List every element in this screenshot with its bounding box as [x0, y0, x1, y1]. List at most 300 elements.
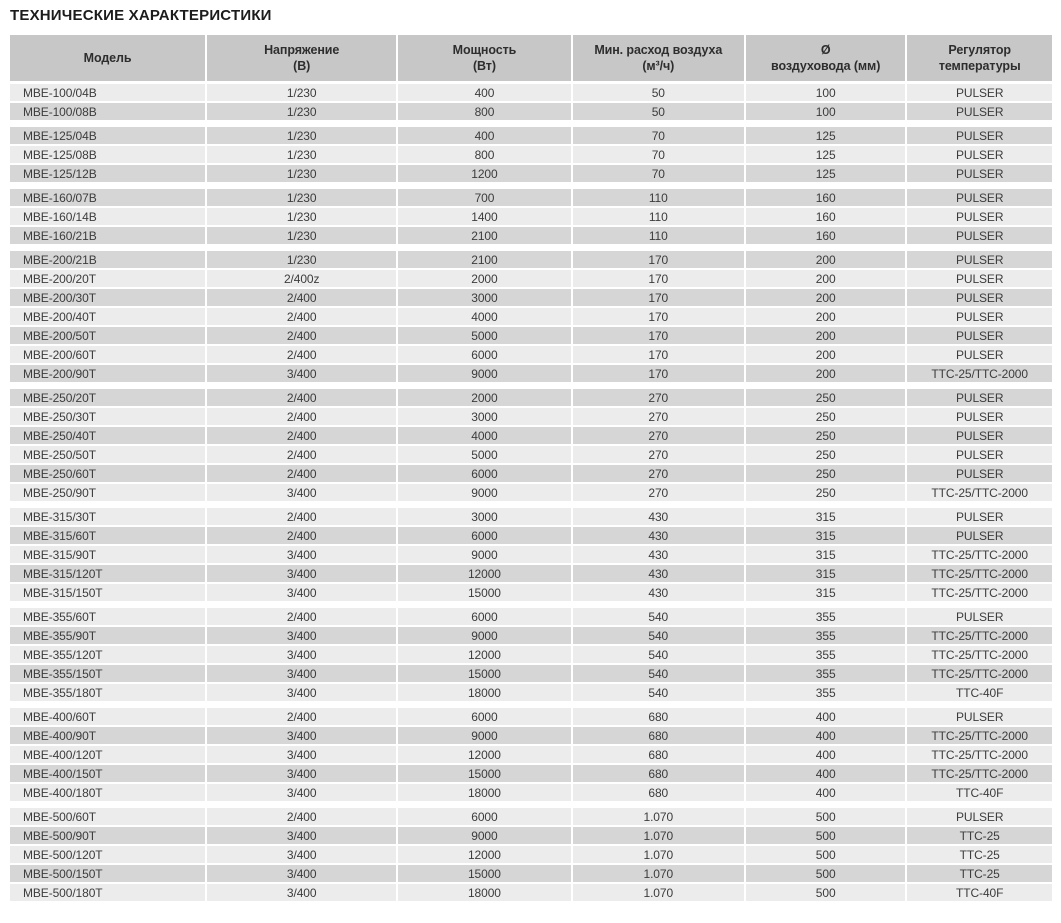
table-cell-controller: PULSER	[907, 189, 1052, 206]
table-row	[10, 627, 1052, 644]
table-cell-power: 18000	[398, 784, 570, 801]
table-cell-airflow: 70	[573, 165, 744, 182]
table-cell-voltage: 3/400	[207, 884, 396, 901]
model-cell: MBE-160/07B	[10, 189, 205, 206]
table-cell-voltage: 2/400	[207, 508, 396, 525]
table-cell-controller: TTC-25/TTC-2000	[907, 584, 1052, 601]
table-cell-power: 9000	[398, 627, 570, 644]
table-cell-voltage: 3/400	[207, 827, 396, 844]
table-cell-power: 12000	[398, 565, 570, 582]
table-cell-power: 18000	[398, 884, 570, 901]
model-cell: MBE-315/60T	[10, 527, 205, 544]
table-cell-controller: PULSER	[907, 427, 1052, 444]
table-cell-controller: TTC-25/TTC-2000	[907, 565, 1052, 582]
table-cell-controller: PULSER	[907, 227, 1052, 244]
table-cell-duct: 100	[746, 103, 905, 120]
table-cell-duct: 200	[746, 270, 905, 287]
table-cell-power: 6000	[398, 346, 570, 363]
table-cell-airflow: 170	[573, 365, 744, 382]
table-row	[10, 827, 1052, 844]
page-title: ТЕХНИЧЕСКИЕ ХАРАКТЕРИСТИКИ	[10, 7, 272, 24]
table-cell-power: 15000	[398, 865, 570, 882]
table-cell-power: 6000	[398, 527, 570, 544]
column-header-airflow	[573, 35, 744, 81]
table-cell-controller: TTC-25/TTC-2000	[907, 746, 1052, 763]
table-cell-controller: PULSER	[907, 103, 1052, 120]
table-row	[10, 127, 1052, 144]
table-cell-airflow: 50	[573, 84, 744, 101]
table-cell-airflow: 270	[573, 465, 744, 482]
table-cell-power: 4000	[398, 308, 570, 325]
column-header-line1: Напряжение	[264, 43, 340, 57]
table-cell-controller: TTC-25/TTC-2000	[907, 665, 1052, 682]
column-header-line2: (Вт)	[472, 59, 496, 73]
table-cell-voltage: 1/230	[207, 227, 396, 244]
table-cell-airflow: 270	[573, 427, 744, 444]
table-cell-voltage: 2/400	[207, 389, 396, 406]
model-cell: MBE-200/30T	[10, 289, 205, 306]
table-cell-power: 400	[398, 127, 570, 144]
model-cell: MBE-355/180T	[10, 684, 205, 701]
table-cell-duct: 500	[746, 827, 905, 844]
table-row	[10, 784, 1052, 801]
table-cell-duct: 250	[746, 484, 905, 501]
table-cell-airflow: 1.070	[573, 846, 744, 863]
model-cell: MBE-250/30T	[10, 408, 205, 425]
table-row	[10, 289, 1052, 306]
table-row	[10, 365, 1052, 382]
table-row	[10, 389, 1052, 406]
table-cell-airflow: 1.070	[573, 865, 744, 882]
table-cell-airflow: 110	[573, 227, 744, 244]
column-header-line2: воздуховода (мм)	[771, 59, 881, 73]
table-cell-power: 1400	[398, 208, 570, 225]
table-cell-airflow: 430	[573, 546, 744, 563]
table-cell-airflow: 270	[573, 389, 744, 406]
table-cell-power: 6000	[398, 465, 570, 482]
table-cell-duct: 315	[746, 584, 905, 601]
model-cell: MBE-250/20T	[10, 389, 205, 406]
table-cell-power: 3000	[398, 289, 570, 306]
table-cell-power: 3000	[398, 508, 570, 525]
table-cell-controller: TTC-25/TTC-2000	[907, 727, 1052, 744]
table-cell-airflow: 110	[573, 189, 744, 206]
table-cell-power: 15000	[398, 584, 570, 601]
table-cell-airflow: 270	[573, 484, 744, 501]
column-header-line1: Мин. расход воздуха	[594, 43, 723, 57]
table-cell-voltage: 2/400	[207, 327, 396, 344]
table-cell-controller: PULSER	[907, 346, 1052, 363]
model-cell: MBE-160/14B	[10, 208, 205, 225]
spec-table	[10, 35, 1052, 901]
table-row	[10, 408, 1052, 425]
model-cell: MBE-125/08B	[10, 146, 205, 163]
table-cell-voltage: 3/400	[207, 684, 396, 701]
column-header-line1: Регулятор	[948, 43, 1011, 57]
table-cell-voltage: 3/400	[207, 546, 396, 563]
table-header-row	[10, 35, 1052, 81]
table-row	[10, 484, 1052, 501]
table-cell-controller: PULSER	[907, 146, 1052, 163]
table-body	[10, 84, 1052, 901]
table-cell-controller: TTC-25/TTC-2000	[907, 765, 1052, 782]
table-cell-power: 12000	[398, 746, 570, 763]
table-cell-controller: PULSER	[907, 465, 1052, 482]
table-cell-power: 4000	[398, 427, 570, 444]
table-cell-airflow: 680	[573, 765, 744, 782]
table-cell-airflow: 540	[573, 646, 744, 663]
model-cell: MBE-500/90T	[10, 827, 205, 844]
table-row	[10, 208, 1052, 225]
table-row	[10, 765, 1052, 782]
table-cell-voltage: 3/400	[207, 846, 396, 863]
table-cell-controller: PULSER	[907, 508, 1052, 525]
table-cell-voltage: 3/400	[207, 765, 396, 782]
table-cell-voltage: 2/400	[207, 427, 396, 444]
table-cell-airflow: 1.070	[573, 827, 744, 844]
table-cell-voltage: 3/400	[207, 365, 396, 382]
table-cell-voltage: 1/230	[207, 146, 396, 163]
table-cell-controller: PULSER	[907, 208, 1052, 225]
table-cell-duct: 315	[746, 508, 905, 525]
table-cell-power: 2100	[398, 227, 570, 244]
model-cell: MBE-315/150T	[10, 584, 205, 601]
table-cell-power: 12000	[398, 846, 570, 863]
model-cell: MBE-250/40T	[10, 427, 205, 444]
table-cell-controller: PULSER	[907, 289, 1052, 306]
model-cell: MBE-400/60T	[10, 708, 205, 725]
table-row	[10, 708, 1052, 725]
model-cell: MBE-250/60T	[10, 465, 205, 482]
table-cell-duct: 500	[746, 846, 905, 863]
table-cell-power: 6000	[398, 808, 570, 825]
table-cell-power: 800	[398, 103, 570, 120]
column-header-line1: Модель	[83, 51, 132, 65]
table-cell-controller: PULSER	[907, 327, 1052, 344]
table-cell-voltage: 2/400	[207, 465, 396, 482]
table-cell-power: 18000	[398, 684, 570, 701]
table-cell-controller: TTC-25/TTC-2000	[907, 646, 1052, 663]
table-cell-duct: 315	[746, 565, 905, 582]
table-row	[10, 346, 1052, 363]
table-cell-voltage: 3/400	[207, 746, 396, 763]
table-cell-duct: 200	[746, 308, 905, 325]
table-cell-power: 1200	[398, 165, 570, 182]
table-cell-power: 800	[398, 146, 570, 163]
table-cell-duct: 160	[746, 189, 905, 206]
table-cell-power: 9000	[398, 727, 570, 744]
table-cell-controller: TTC-25	[907, 827, 1052, 844]
table-cell-voltage: 2/400z	[207, 270, 396, 287]
table-cell-voltage: 2/400	[207, 527, 396, 544]
model-cell: MBE-250/50T	[10, 446, 205, 463]
table-cell-duct: 400	[746, 746, 905, 763]
column-header-duct	[746, 35, 905, 81]
table-cell-duct: 250	[746, 427, 905, 444]
table-cell-voltage: 1/230	[207, 127, 396, 144]
table-cell-duct: 355	[746, 627, 905, 644]
model-cell: MBE-315/120T	[10, 565, 205, 582]
table-cell-controller: PULSER	[907, 165, 1052, 182]
table-cell-controller: PULSER	[907, 389, 1052, 406]
table-cell-duct: 250	[746, 465, 905, 482]
column-header-controller	[907, 35, 1052, 81]
table-cell-airflow: 70	[573, 146, 744, 163]
table-cell-airflow: 110	[573, 208, 744, 225]
table-row	[10, 165, 1052, 182]
table-cell-power: 15000	[398, 665, 570, 682]
table-row	[10, 646, 1052, 663]
table-cell-airflow: 430	[573, 508, 744, 525]
table-cell-airflow: 170	[573, 270, 744, 287]
table-cell-duct: 250	[746, 408, 905, 425]
table-cell-airflow: 680	[573, 727, 744, 744]
table-cell-duct: 200	[746, 251, 905, 268]
table-cell-airflow: 540	[573, 627, 744, 644]
model-cell: MBE-200/90T	[10, 365, 205, 382]
table-cell-voltage: 1/230	[207, 84, 396, 101]
table-row	[10, 584, 1052, 601]
table-cell-power: 9000	[398, 484, 570, 501]
column-header-line2: (м³/ч)	[642, 59, 675, 73]
table-cell-power: 2000	[398, 270, 570, 287]
model-cell: MBE-250/90T	[10, 484, 205, 501]
table-cell-duct: 200	[746, 346, 905, 363]
table-row	[10, 146, 1052, 163]
table-cell-power: 2100	[398, 251, 570, 268]
column-header-line2: (В)	[293, 59, 311, 73]
table-cell-duct: 355	[746, 665, 905, 682]
table-cell-duct: 500	[746, 884, 905, 901]
table-cell-airflow: 540	[573, 608, 744, 625]
table-cell-voltage: 2/400	[207, 346, 396, 363]
model-cell: MBE-160/21B	[10, 227, 205, 244]
table-row	[10, 103, 1052, 120]
table-row	[10, 608, 1052, 625]
table-cell-duct: 125	[746, 146, 905, 163]
table-cell-controller: TTC-25/TTC-2000	[907, 365, 1052, 382]
model-cell: MBE-355/90T	[10, 627, 205, 644]
table-cell-airflow: 1.070	[573, 808, 744, 825]
table-cell-power: 9000	[398, 546, 570, 563]
table-cell-duct: 125	[746, 127, 905, 144]
table-cell-controller: PULSER	[907, 408, 1052, 425]
column-header-model	[10, 35, 205, 81]
table-cell-duct: 400	[746, 727, 905, 744]
table-cell-voltage: 3/400	[207, 627, 396, 644]
column-header-power	[398, 35, 570, 81]
table-cell-controller: PULSER	[907, 808, 1052, 825]
table-row	[10, 665, 1052, 682]
model-cell: MBE-100/04B	[10, 84, 205, 101]
model-cell: MBE-200/21B	[10, 251, 205, 268]
table-cell-controller: TTC-25/TTC-2000	[907, 546, 1052, 563]
column-header-line1: Ø	[820, 43, 831, 57]
model-cell: MBE-500/180T	[10, 884, 205, 901]
table-cell-power: 5000	[398, 446, 570, 463]
column-header-line1: Мощность	[452, 43, 517, 57]
table-cell-voltage: 2/400	[207, 808, 396, 825]
table-cell-duct: 400	[746, 784, 905, 801]
table-cell-controller: TTC-40F	[907, 684, 1052, 701]
model-cell: MBE-400/90T	[10, 727, 205, 744]
model-cell: MBE-400/150T	[10, 765, 205, 782]
table-row	[10, 565, 1052, 582]
table-cell-controller: PULSER	[907, 308, 1052, 325]
table-cell-duct: 355	[746, 684, 905, 701]
table-cell-voltage: 3/400	[207, 484, 396, 501]
table-cell-power: 6000	[398, 608, 570, 625]
table-cell-controller: TTC-40F	[907, 784, 1052, 801]
table-cell-airflow: 680	[573, 746, 744, 763]
table-cell-voltage: 3/400	[207, 665, 396, 682]
table-cell-duct: 500	[746, 808, 905, 825]
table-cell-duct: 200	[746, 327, 905, 344]
table-cell-controller: PULSER	[907, 708, 1052, 725]
table-cell-power: 5000	[398, 327, 570, 344]
table-row	[10, 84, 1052, 101]
table-row	[10, 465, 1052, 482]
table-cell-controller: PULSER	[907, 251, 1052, 268]
table-cell-power: 6000	[398, 708, 570, 725]
table-cell-airflow: 430	[573, 565, 744, 582]
table-cell-voltage: 3/400	[207, 727, 396, 744]
table-cell-power: 400	[398, 84, 570, 101]
table-cell-controller: PULSER	[907, 527, 1052, 544]
table-row	[10, 189, 1052, 206]
table-row	[10, 446, 1052, 463]
table-row	[10, 308, 1052, 325]
table-cell-duct: 250	[746, 446, 905, 463]
table-cell-airflow: 540	[573, 665, 744, 682]
table-cell-voltage: 3/400	[207, 565, 396, 582]
model-cell: MBE-500/60T	[10, 808, 205, 825]
table-row	[10, 527, 1052, 544]
table-cell-controller: TTC-40F	[907, 884, 1052, 901]
table-cell-airflow: 170	[573, 327, 744, 344]
model-cell: MBE-355/120T	[10, 646, 205, 663]
table-cell-duct: 315	[746, 527, 905, 544]
table-cell-controller: PULSER	[907, 127, 1052, 144]
table-cell-airflow: 50	[573, 103, 744, 120]
table-cell-airflow: 1.070	[573, 884, 744, 901]
table-cell-airflow: 170	[573, 308, 744, 325]
table-row	[10, 508, 1052, 525]
table-cell-duct: 160	[746, 208, 905, 225]
table-cell-voltage: 3/400	[207, 584, 396, 601]
table-cell-power: 700	[398, 189, 570, 206]
model-cell: MBE-400/180T	[10, 784, 205, 801]
column-header-line2: температуры	[938, 59, 1021, 73]
table-cell-airflow: 170	[573, 346, 744, 363]
table-cell-controller: TTC-25	[907, 865, 1052, 882]
table-cell-controller: PULSER	[907, 608, 1052, 625]
model-cell: MBE-355/60T	[10, 608, 205, 625]
table-cell-controller: TTC-25	[907, 846, 1052, 863]
column-header-voltage	[207, 35, 396, 81]
table-cell-voltage: 1/230	[207, 189, 396, 206]
table-cell-airflow: 270	[573, 446, 744, 463]
table-cell-duct: 125	[746, 165, 905, 182]
table-cell-airflow: 430	[573, 584, 744, 601]
table-row	[10, 427, 1052, 444]
model-cell: MBE-100/08B	[10, 103, 205, 120]
table-cell-controller: PULSER	[907, 446, 1052, 463]
model-cell: MBE-125/04B	[10, 127, 205, 144]
table-cell-airflow: 70	[573, 127, 744, 144]
table-row	[10, 546, 1052, 563]
table-cell-voltage: 2/400	[207, 708, 396, 725]
table-cell-power: 2000	[398, 389, 570, 406]
table-row	[10, 327, 1052, 344]
table-cell-airflow: 540	[573, 684, 744, 701]
table-cell-power: 3000	[398, 408, 570, 425]
table-cell-power: 9000	[398, 827, 570, 844]
table-row	[10, 251, 1052, 268]
table-cell-airflow: 170	[573, 251, 744, 268]
model-cell: MBE-200/50T	[10, 327, 205, 344]
table-row	[10, 270, 1052, 287]
table-cell-power: 15000	[398, 765, 570, 782]
table-cell-power: 12000	[398, 646, 570, 663]
table-row	[10, 684, 1052, 701]
table-row	[10, 746, 1052, 763]
table-row	[10, 808, 1052, 825]
table-cell-power: 9000	[398, 365, 570, 382]
table-cell-duct: 200	[746, 365, 905, 382]
table-cell-airflow: 430	[573, 527, 744, 544]
table-cell-duct: 250	[746, 389, 905, 406]
model-cell: MBE-400/120T	[10, 746, 205, 763]
table-cell-duct: 200	[746, 289, 905, 306]
model-cell: MBE-200/40T	[10, 308, 205, 325]
table-row	[10, 227, 1052, 244]
table-cell-voltage: 1/230	[207, 103, 396, 120]
model-cell: MBE-500/120T	[10, 846, 205, 863]
table-row	[10, 727, 1052, 744]
table-cell-voltage: 2/400	[207, 308, 396, 325]
table-cell-duct: 355	[746, 646, 905, 663]
table-cell-duct: 400	[746, 708, 905, 725]
table-cell-voltage: 2/400	[207, 608, 396, 625]
table-cell-voltage: 1/230	[207, 165, 396, 182]
table-cell-airflow: 680	[573, 708, 744, 725]
table-cell-controller: TTC-25/TTC-2000	[907, 484, 1052, 501]
table-cell-voltage: 3/400	[207, 646, 396, 663]
model-cell: MBE-315/30T	[10, 508, 205, 525]
table-cell-duct: 315	[746, 546, 905, 563]
table-cell-duct: 400	[746, 765, 905, 782]
table-cell-voltage: 2/400	[207, 289, 396, 306]
table-cell-voltage: 3/400	[207, 865, 396, 882]
table-cell-airflow: 680	[573, 784, 744, 801]
table-cell-voltage: 2/400	[207, 446, 396, 463]
table-cell-controller: PULSER	[907, 270, 1052, 287]
table-cell-airflow: 270	[573, 408, 744, 425]
model-cell: MBE-500/150T	[10, 865, 205, 882]
table-cell-controller: TTC-25/TTC-2000	[907, 627, 1052, 644]
table-row	[10, 865, 1052, 882]
table-row	[10, 884, 1052, 901]
table-cell-voltage: 2/400	[207, 408, 396, 425]
table-cell-voltage: 3/400	[207, 784, 396, 801]
table-cell-duct: 355	[746, 608, 905, 625]
table-cell-duct: 100	[746, 84, 905, 101]
table-cell-duct: 500	[746, 865, 905, 882]
table-cell-controller: PULSER	[907, 84, 1052, 101]
table-cell-voltage: 1/230	[207, 208, 396, 225]
model-cell: MBE-315/90T	[10, 546, 205, 563]
